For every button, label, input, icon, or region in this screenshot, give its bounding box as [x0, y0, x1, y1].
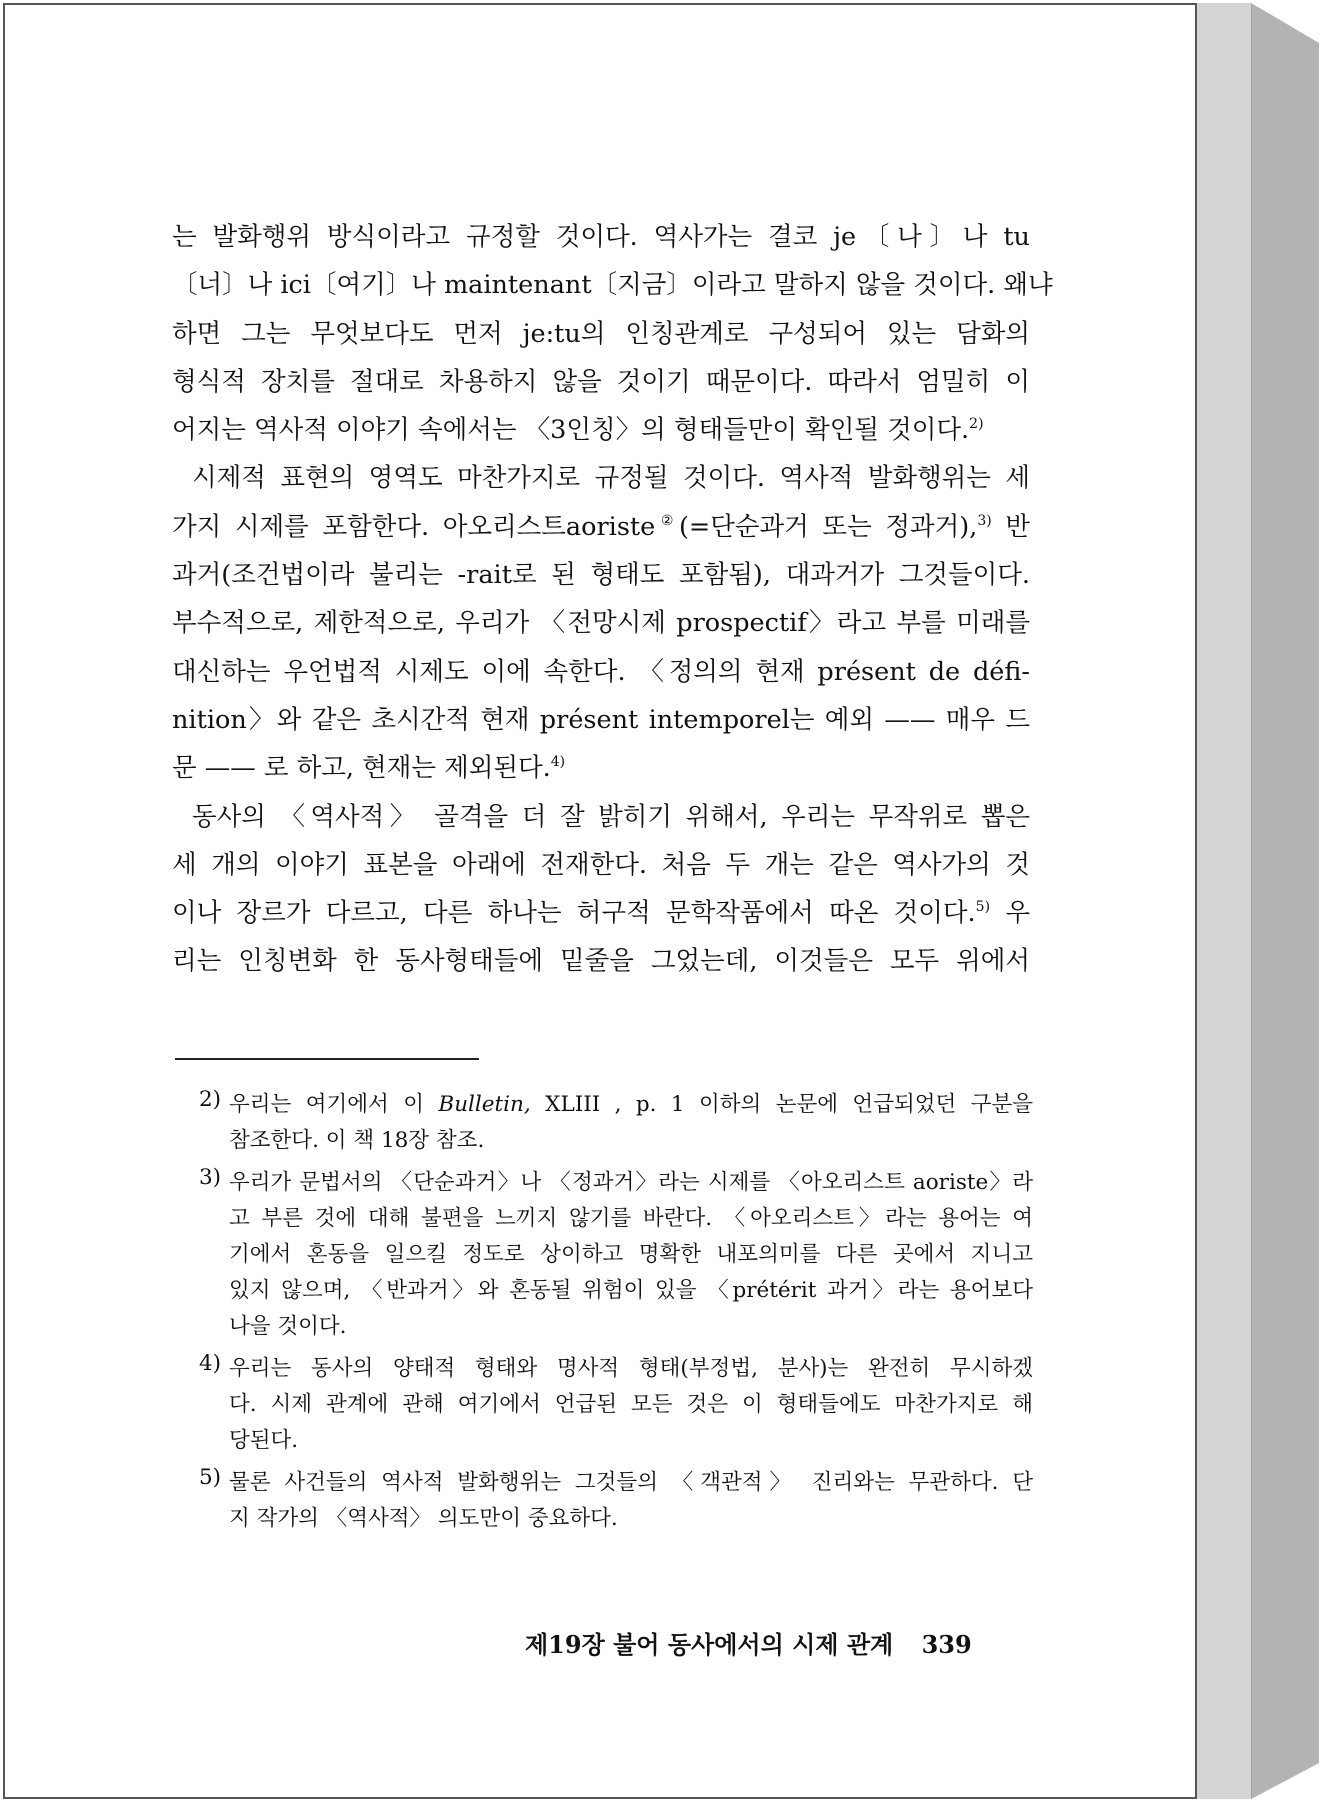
text-line: [172, 503, 1030, 551]
text-line: nition〉와 같은 초시간적 현재 présent intemporel는 예외 —— 매우 드: [172, 704, 1030, 735]
text-segment: 이나 장르가 다르고, 다른 하나는 허구적 문학작품에서 따온 것이다.: [172, 898, 976, 929]
footnotes: [199, 1087, 1033, 1543]
footnote: [199, 1087, 1033, 1159]
footnote-line: 다. 시제 관계에 관해 여기에서 언급된 모든 것은 이 형태들에도 마찬가지로 해: [229, 1392, 1033, 1417]
footnote-ref: 2): [969, 416, 984, 433]
footnote-number: 5): [199, 1465, 222, 1490]
footnote-line: 기에서 혼동을 일으킬 정도로 상이하고 명확한 내포의미를 다른 곳에서 지니고: [229, 1242, 1033, 1267]
text-line: [172, 889, 1030, 937]
footnote: [199, 1465, 1033, 1537]
running-head: 제19장 불어 동사에서의 시제 관계: [525, 1630, 894, 1659]
italic-title: Bulletin,: [438, 1092, 531, 1117]
footnote-number: 3): [199, 1165, 222, 1190]
text-line: 과거(조건법이라 불리는 -rait로 된 형태도 포함됨), 대과거가 그것들이다.: [172, 560, 1030, 591]
text-line: 리는 인칭변화 한 동사형태들에 밑줄을 그었는데, 이것들은 모두 위에서: [172, 946, 1030, 977]
page-footer: [525, 1625, 972, 1660]
body-text: [172, 213, 1053, 986]
text-line: [172, 406, 1030, 454]
footnote-divider: [175, 1058, 479, 1060]
footnote-number: 4): [199, 1351, 222, 1376]
text-segment: 우: [990, 898, 1030, 929]
footnote-line: 참조한다. 이 책 18장 참조.: [229, 1128, 485, 1153]
text-line: 〔너〕나 ici〔여기〕나 maintenant〔지금〕이라고 말하지 않을 것이다. 왜냐: [172, 270, 1053, 301]
footnote-ref: 4): [550, 754, 566, 771]
text-line: 는 발화행위 방식이라고 규정할 것이다. 역사가는 결코 je〔나〕나 tu: [172, 222, 1030, 252]
footnote-number: 2): [199, 1087, 222, 1112]
book-page: [3, 3, 1197, 1799]
footnote-line: 있지 않으며, 〈반과거〉와 혼동될 위험이 있을 〈prétérit 과거〉라는 용어보다: [229, 1278, 1033, 1303]
text-line: 대신하는 우언법적 시제도 이에 속한다. 〈정의의 현재 présent de défi-: [172, 656, 1030, 687]
text-line: 형식적 장치를 절대로 차용하지 않을 것이기 때문이다. 따라서 엄밀히 이: [172, 366, 1030, 397]
text-line: 시제적 표현의 영역도 마찬가지로 규정될 것이다. 역사적 발화행위는 세: [192, 463, 1030, 494]
footnote-line: 당된다.: [229, 1428, 299, 1453]
page-number: 339: [921, 1630, 972, 1659]
text-segment: XLIII , p. 1 이하의 논문에 언급되었던 구분을: [530, 1092, 1033, 1117]
text-segment: 어지는 역사적 이야기 속에서는 〈3인칭〉의 형태들만이 확인될 것이다.: [172, 415, 970, 446]
footnote-line: 고 부른 것에 대해 불편을 느끼지 않기를 바란다. 〈아오리스트〉라는 용어는 여: [229, 1206, 1033, 1231]
footnote-line: 물론 사건들의 역사적 발화행위는 그것들의 〈객관적〉 진리와는 무관하다. 단: [229, 1470, 1033, 1495]
footnote-ref: 5): [975, 899, 991, 916]
text-segment: (=단순과거 또는 정과거),: [678, 511, 978, 542]
footnote-line: [229, 1087, 1033, 1123]
text-segment: 반: [991, 511, 1030, 542]
footnote-line: 우리는 동사의 양태적 형태와 명사적 형태(부정법, 분사)는 완전히 무시하겠: [229, 1356, 1033, 1381]
text-segment: 문 —— 로 하고, 현재는 제외된다.: [172, 753, 551, 784]
text-line: [172, 744, 1030, 792]
text-segment: 가지 시제를 포함한다. 아오리스트aoriste: [172, 511, 656, 542]
footnote-line: 나을 것이다.: [229, 1314, 347, 1339]
text-line: 하면 그는 무엇보다도 먼저 je:tu의 인칭관계로 구성되어 있는 담화의: [172, 318, 1030, 349]
footnote-line: 우리가 문법서의 〈단순과거〉나 〈정과거〉라는 시제를 〈아오리스트 aoriste〉라: [229, 1170, 1033, 1195]
footnote-ref: 3): [977, 512, 992, 529]
text-line: 부수적으로, 제한적으로, 우리가 〈전망시제 prospectif〉라고 부를 미래를: [172, 608, 1030, 639]
page-edge-shadow: [1197, 3, 1319, 1799]
text-segment: 우리는 여기에서 이: [229, 1092, 439, 1117]
footnote-line: 지 작가의 〈역사적〉 의도만이 중요하다.: [229, 1506, 618, 1531]
text-line: 동사의 〈역사적〉 골격을 더 잘 밝히기 위해서, 우리는 무작위로 뽑은: [192, 801, 1030, 832]
glossary-mark: ②: [655, 512, 679, 529]
footnote: [199, 1351, 1033, 1459]
text-line: 세 개의 이야기 표본을 아래에 전재한다. 처음 두 개는 같은 역사가의 것: [172, 849, 1030, 880]
footnote: [199, 1165, 1033, 1345]
